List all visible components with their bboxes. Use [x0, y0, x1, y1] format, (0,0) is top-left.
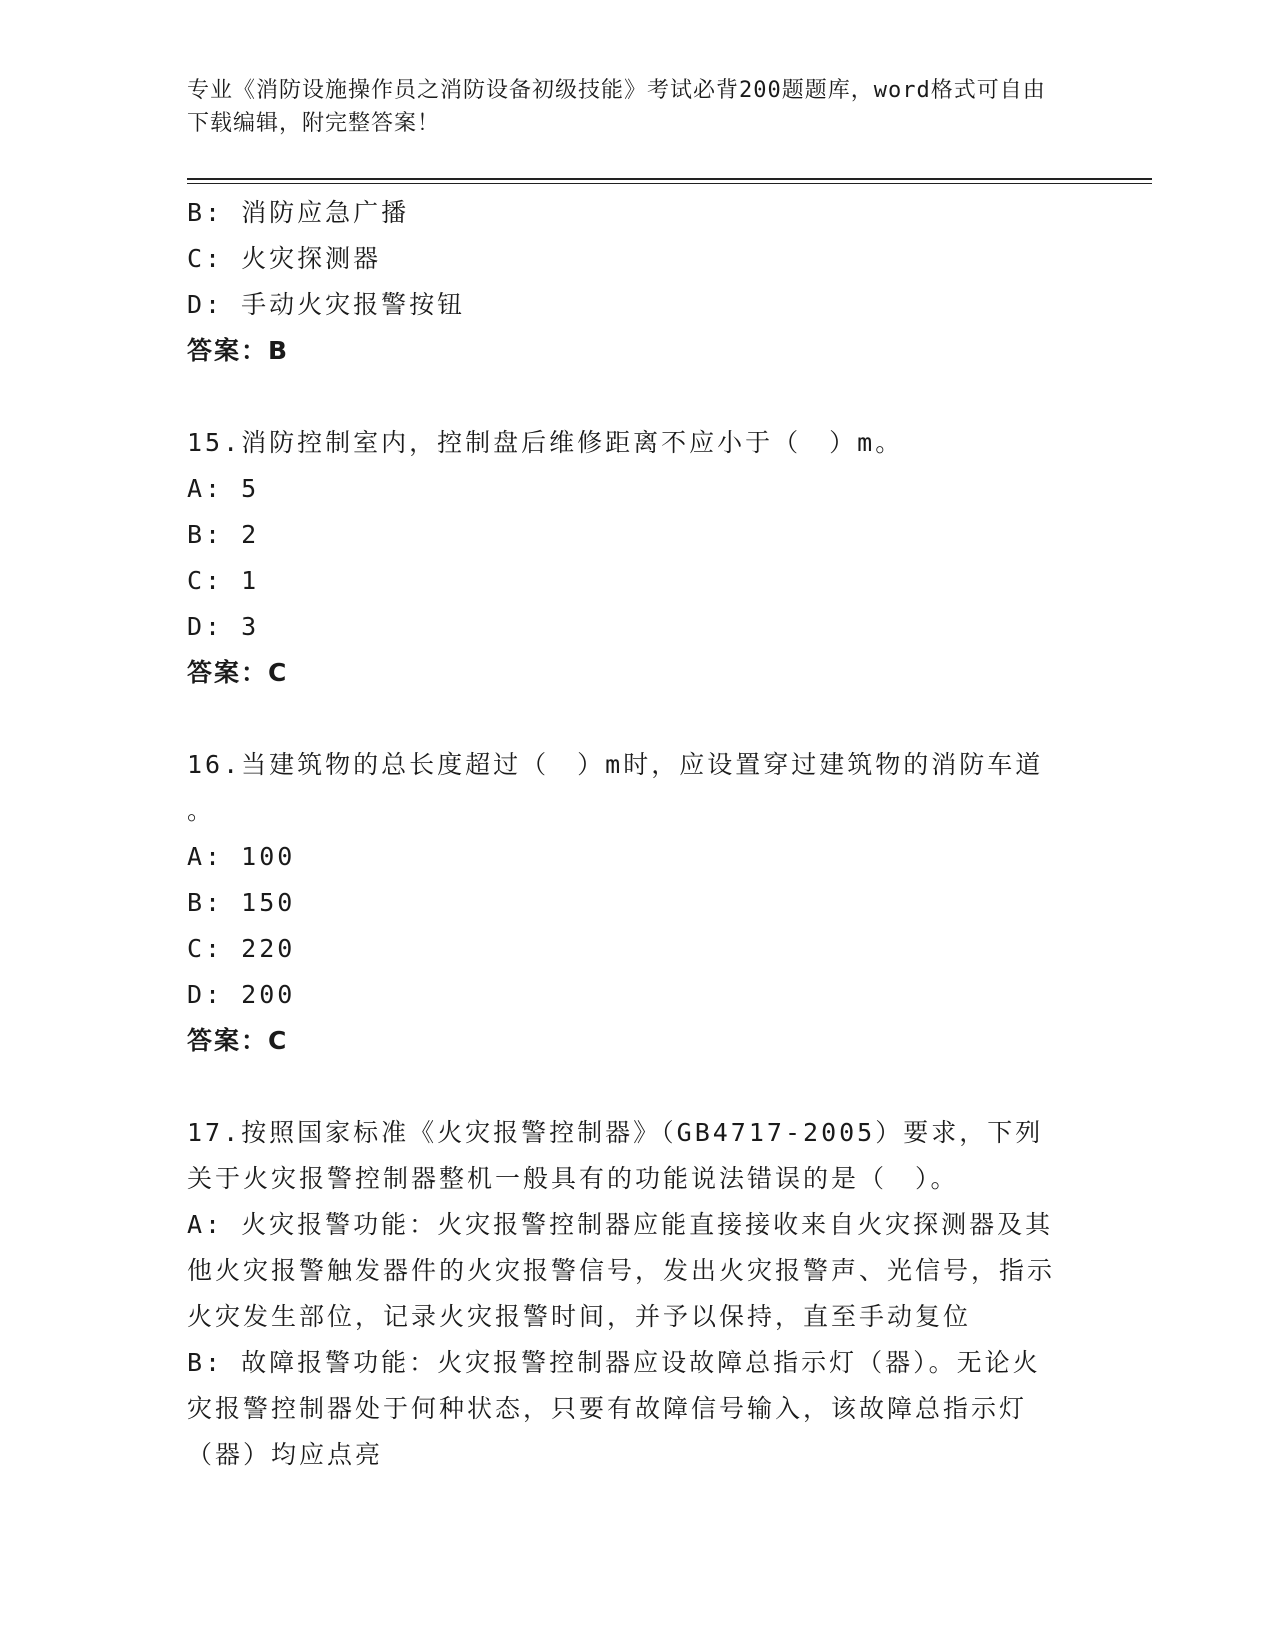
- q15-option-a: A: 5: [187, 474, 260, 503]
- q15-question: 15.消防控制室内，控制盘后维修距离不应小于（ ）m。: [187, 428, 904, 457]
- q16-question: 16.当建筑物的总长度超过（ ）m时，应设置穿过建筑物的消防车道: [187, 750, 1044, 779]
- q15-option-c: C: 1: [187, 566, 260, 595]
- q15-answer: 答案：C: [187, 658, 289, 687]
- header-divider-thick: [187, 178, 1152, 180]
- spacer: [187, 1064, 1067, 1110]
- q17-option-b: B: 故障报警功能：火灾报警控制器应设故障总指示灯（器）。无论火灾报警控制器处于何种状态，只要有故障信号输入，该故障总指示灯（器）均应点亮: [187, 1348, 1041, 1469]
- question-content: [187, 190, 1067, 1478]
- spacer: [187, 696, 1067, 742]
- q15-option-b: B: 2: [187, 520, 260, 549]
- page-header: 专业《消防设施操作员之消防设备初级技能》考试必背200题题库，word格式可自由下载编辑，附完整答案！: [187, 78, 1046, 136]
- spacer: [187, 374, 1067, 420]
- q16-option-c: C: 220: [187, 934, 296, 963]
- q14-option-b: B: 消防应急广播: [187, 198, 410, 227]
- q14-option-c: C: 火灾探测器: [187, 244, 382, 273]
- q16-answer: 答案：C: [187, 1026, 289, 1055]
- q16-option-b: B: 150: [187, 888, 296, 917]
- q14-answer: 答案：B: [187, 336, 290, 365]
- q15-option-d: D: 3: [187, 612, 260, 641]
- header-divider-thin: [187, 183, 1152, 184]
- q16-option-a: A: 100: [187, 842, 296, 871]
- q17-question: 17.按照国家标准《火灾报警控制器》（GB4717-2005）要求，下列关于火灾报警控制器整机一般具有的功能说法错误的是（ ）。: [187, 1118, 1044, 1193]
- q14-option-d: D: 手动火灾报警按钮: [187, 290, 466, 319]
- q17-option-a: A: 火灾报警功能：火灾报警控制器应能直接接收来自火灾探测器及其他火灾报警触发器件的火灾报警信号，发出火灾报警声、光信号，指示火灾发生部位，记录火灾报警时间，并予以保持，直至手动复位: [187, 1210, 1056, 1331]
- q16-question-continuation: 。: [187, 796, 216, 825]
- q16-option-d: D: 200: [187, 980, 296, 1009]
